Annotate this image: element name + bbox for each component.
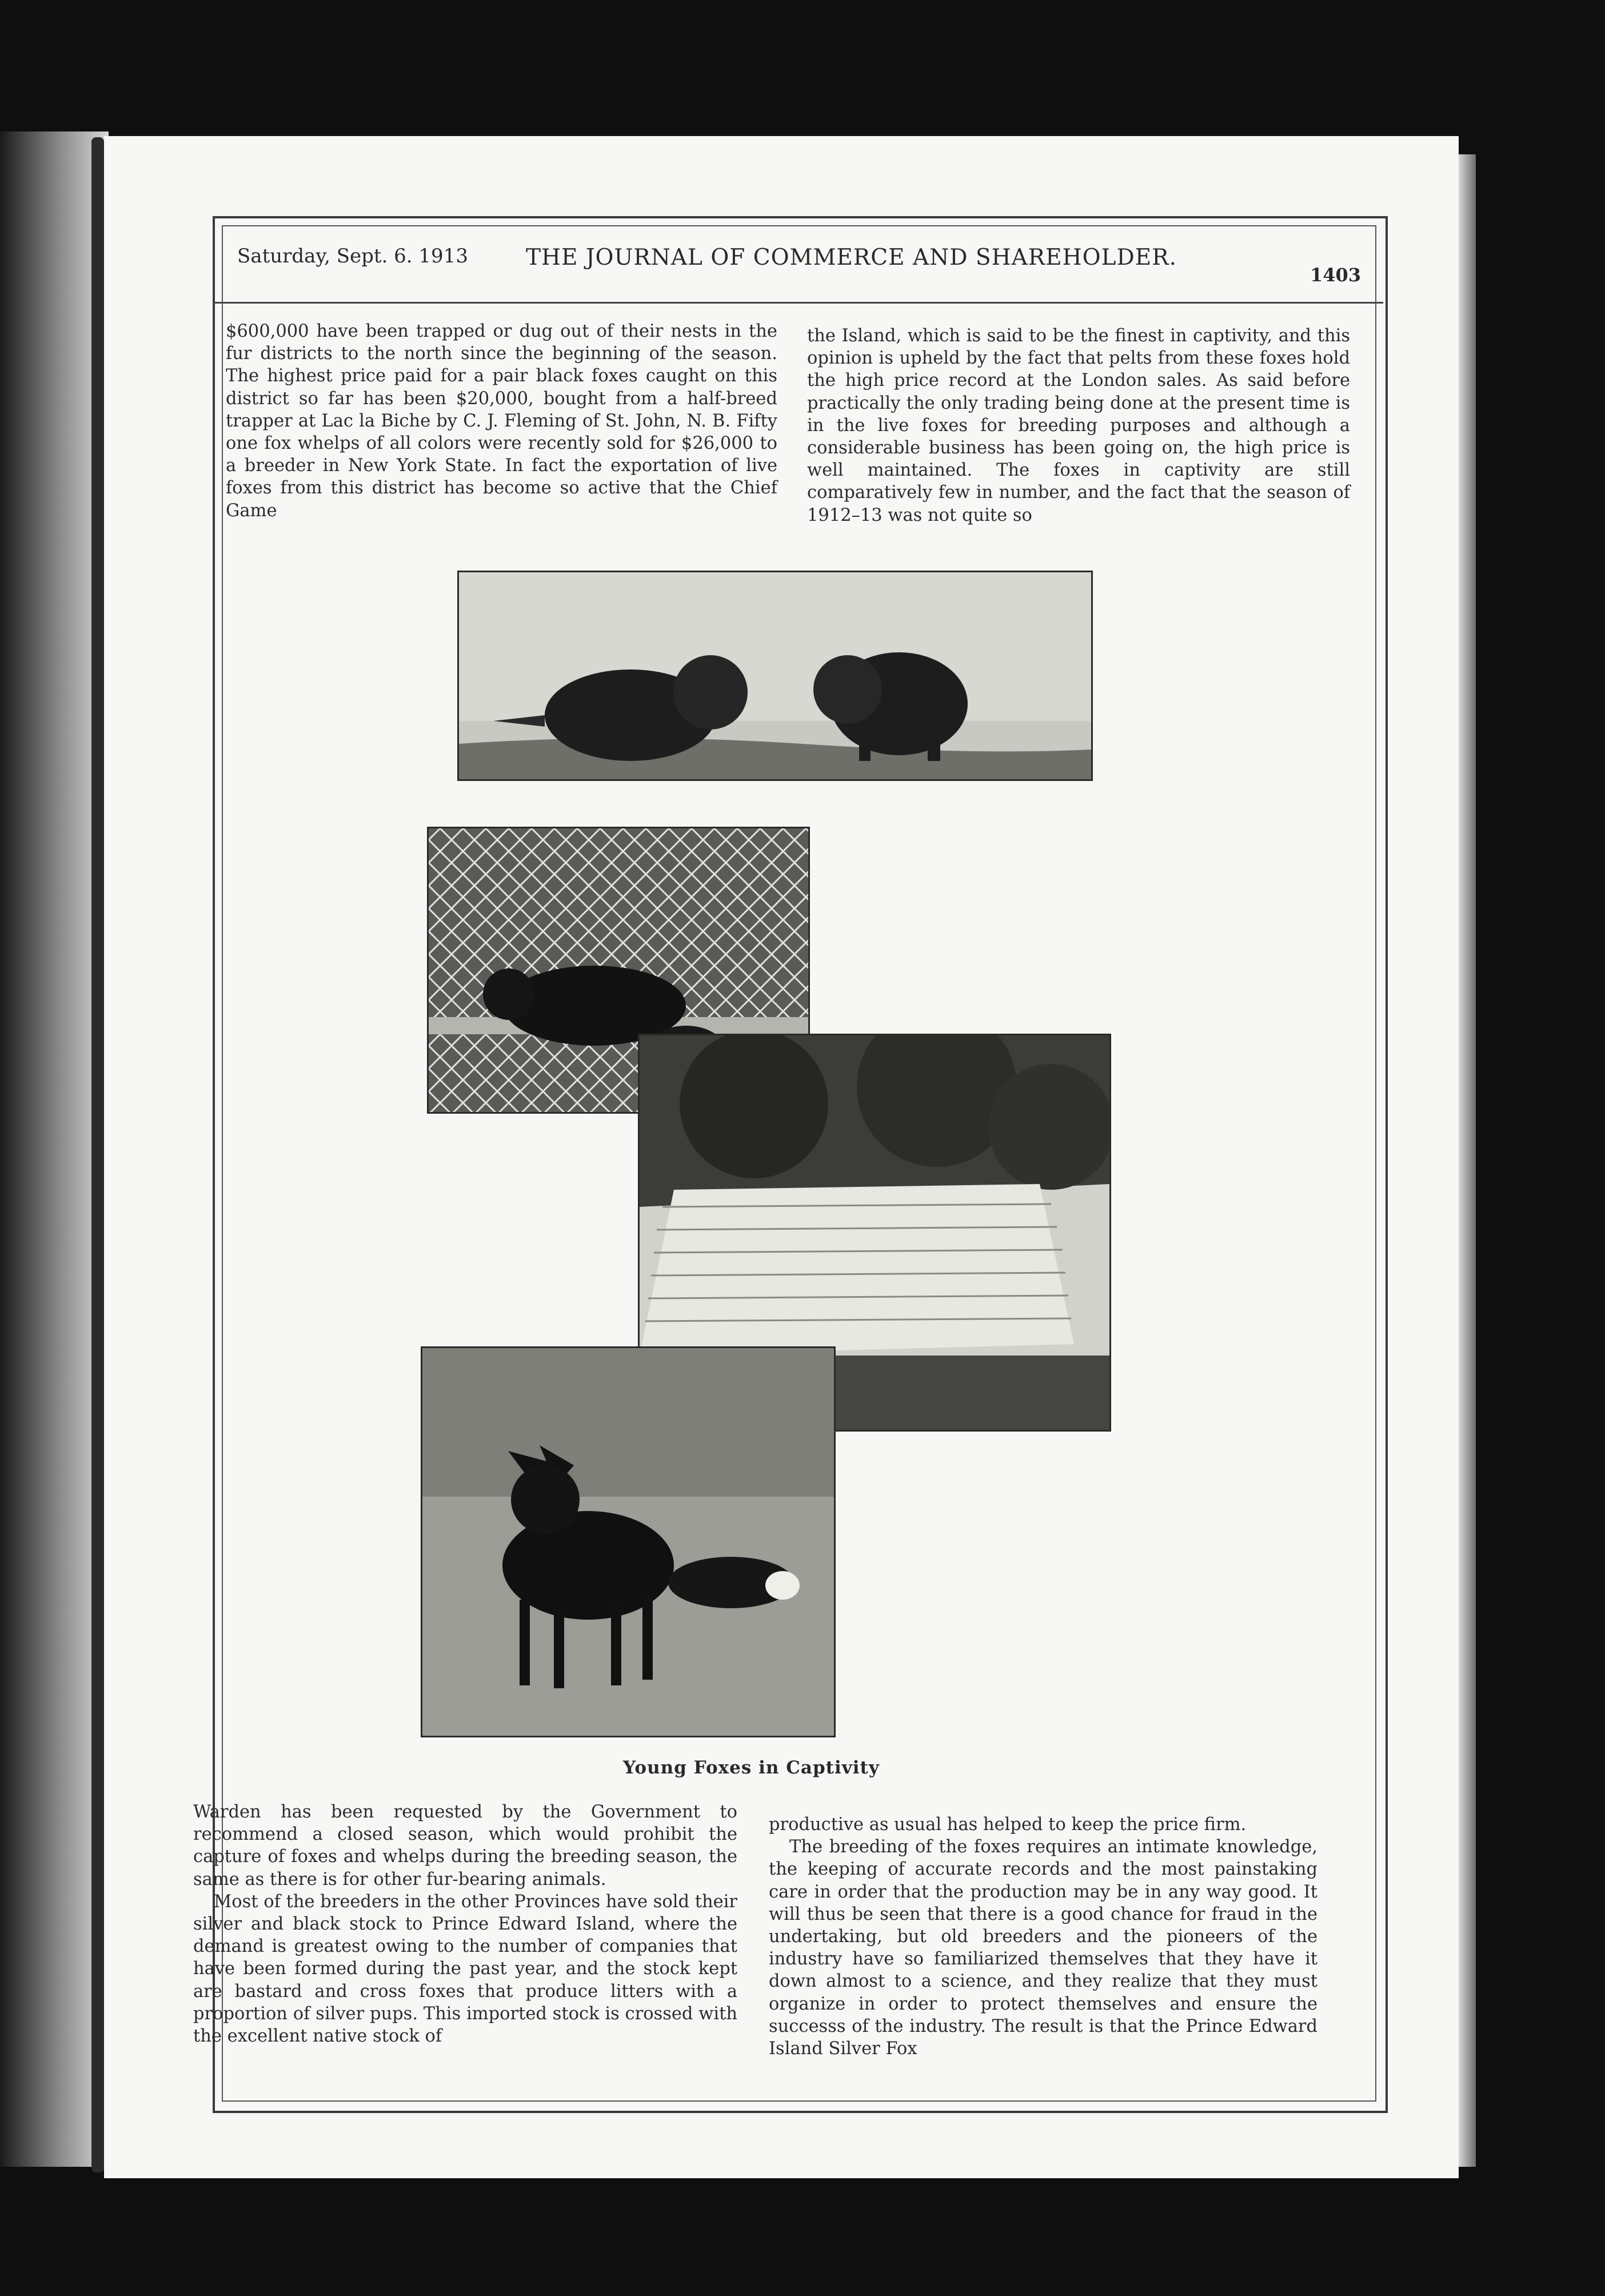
column-top-left [226,320,777,522]
paragraph: $600,000 have been trapped or dug out of their nests in the fur districts to the north since the beginning of the season. The highest price paid for a pair black foxes caught on this district so far has been $20,000, bought from a half-breed trapper at Lac la Biche by C. J. Fleming of St. John, N. B. Fifty one fox whelps of all colors were recently sold for $26,000 to a breeder in New York State. In fact the exportation of live foxes from this district has become so active that the Chief Game [226,321,777,521]
column-bottom-left [193,1801,737,2047]
paragraph: Most of the breeders in the other Provinces have sold their silver and black stock to Prince Edward Island, where the demand is greatest owing to the number of companies that have been formed during the past year, and the stock kept are bastard and cross foxes that produce litters with a proportion of silver pups. This imported stock is crossed with the excellent native stock of [193,1891,737,2047]
paragraph: Warden has been requested by the Government to recommend a closed season, which would prohibit the capture of foxes and whelps during the breeding season, the same as there is for other fur-bearing animals. [193,1802,737,1890]
photo-two-fox-whelps [457,571,1093,781]
paragraph: productive as usual has helped to keep the price firm. [769,1815,1247,1835]
photo-caption: Young Foxes in Captivity [623,1757,880,1778]
journal-title: THE JOURNAL OF COMMERCE AND SHAREHOLDER. [526,245,1177,270]
page-number: 1403 [1310,264,1362,286]
photo-black-fox-standing [421,1346,836,1737]
column-bottom-right [769,1813,1317,2060]
paragraph: The breeding of the foxes requires an intimate knowledge, the keeping of accurate records and the most painstaking care in order that the production may be in any way good. It will thus be seen that there is a good chance for fraud in the undertaking, but old breeders and the pioneers of the industry have so familiarized themselves that they have it down almost to a science, and they realize that they must organize in order to protect themselves and ensure the successs of the industry. The result is that the Prince Edward Island Silver Fox [769,1837,1317,2059]
book-binding [91,137,104,2173]
column-top-right [807,325,1350,527]
page-edge [1459,154,1476,2167]
header-rule [213,302,1383,304]
issue-date: Saturday, Sept. 6. 1913 [237,245,468,268]
paragraph: the Island, which is said to be the finest in captivity, and this opinion is upheld by the fact that pelts from these foxes hold the high price record at the London sales. As said before practically the only trading being done at the present time is in the live foxes for breeding purposes and although a considerable business has been going on, the high price is well maintained. The foxes in captivity are still comparatively few in number, and the fact that the season of 1912–13 was not quite so [807,326,1350,525]
